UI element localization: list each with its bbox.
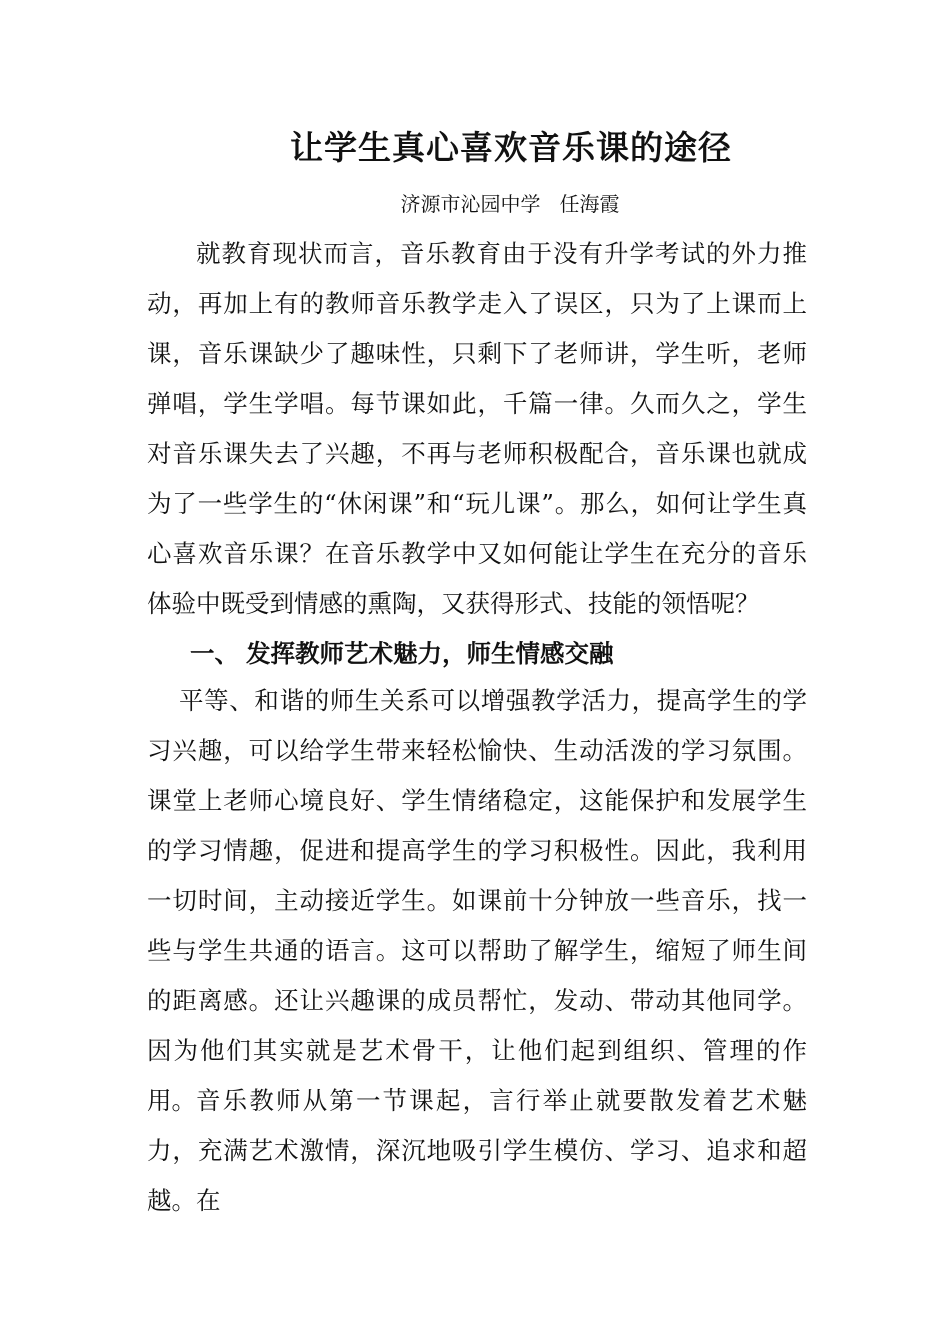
paragraph-continuation: 音乐教师从第一节课起，言行举止就要散发着艺术魅力，充满艺术激情，深沉地吸引学生模仿、学习、追求和超越。在 <box>147 1086 807 1215</box>
paragraph-section-1: 平等、和谐的师生关系可以增强教学活力，提高学生的学习兴趣，可以给学生带来轻松愉快、生动活泼的学习氛围。课堂上老师心境良好、学生情绪稳定，这能保护和发展学生的学习情趣，促进和提高学生的学习积极性。因此，我利用一切时间，主动接近学生。如课前十分钟放一些音乐，找一些与学生共通的语言。这可以帮助了解学生，缩短了师生间的距离感。还让兴趣课的成员帮忙，发动、带动其他同学。因为他们其实就是艺术骨干，让他们起到组织、管理的作用。 <box>147 686 807 1115</box>
section-title: 发挥教师艺术魅力，师生情感交融 <box>246 639 614 668</box>
document-title: 让学生真心喜欢音乐课的途径 <box>290 128 732 167</box>
author-byline: 济源市沁园中学 任海霞 <box>400 192 620 216</box>
section-heading-1 <box>190 632 614 676</box>
paragraph-intro: 就教育现状而言，音乐教育由于没有升学考试的外力推动，再加上有的教师音乐教学走入了误区，只为了上课而上课，音乐课缺少了趣味性，只剩下了老师讲，学生听，老师弹唱，学生学唱。每节课如此，千篇一律。久而久之，学生对音乐课失去了兴趣，不再与老师积极配合，音乐课也就成为了一些学生的“休闲课”和“玩儿课”。那么，如何让学生真心喜欢音乐课？在音乐教学中又如何能让学生在充分的音乐体验中既受到情感的熏陶，又获得形式、技能的领悟呢？ <box>147 239 807 618</box>
section-number: 一、 <box>190 639 239 668</box>
